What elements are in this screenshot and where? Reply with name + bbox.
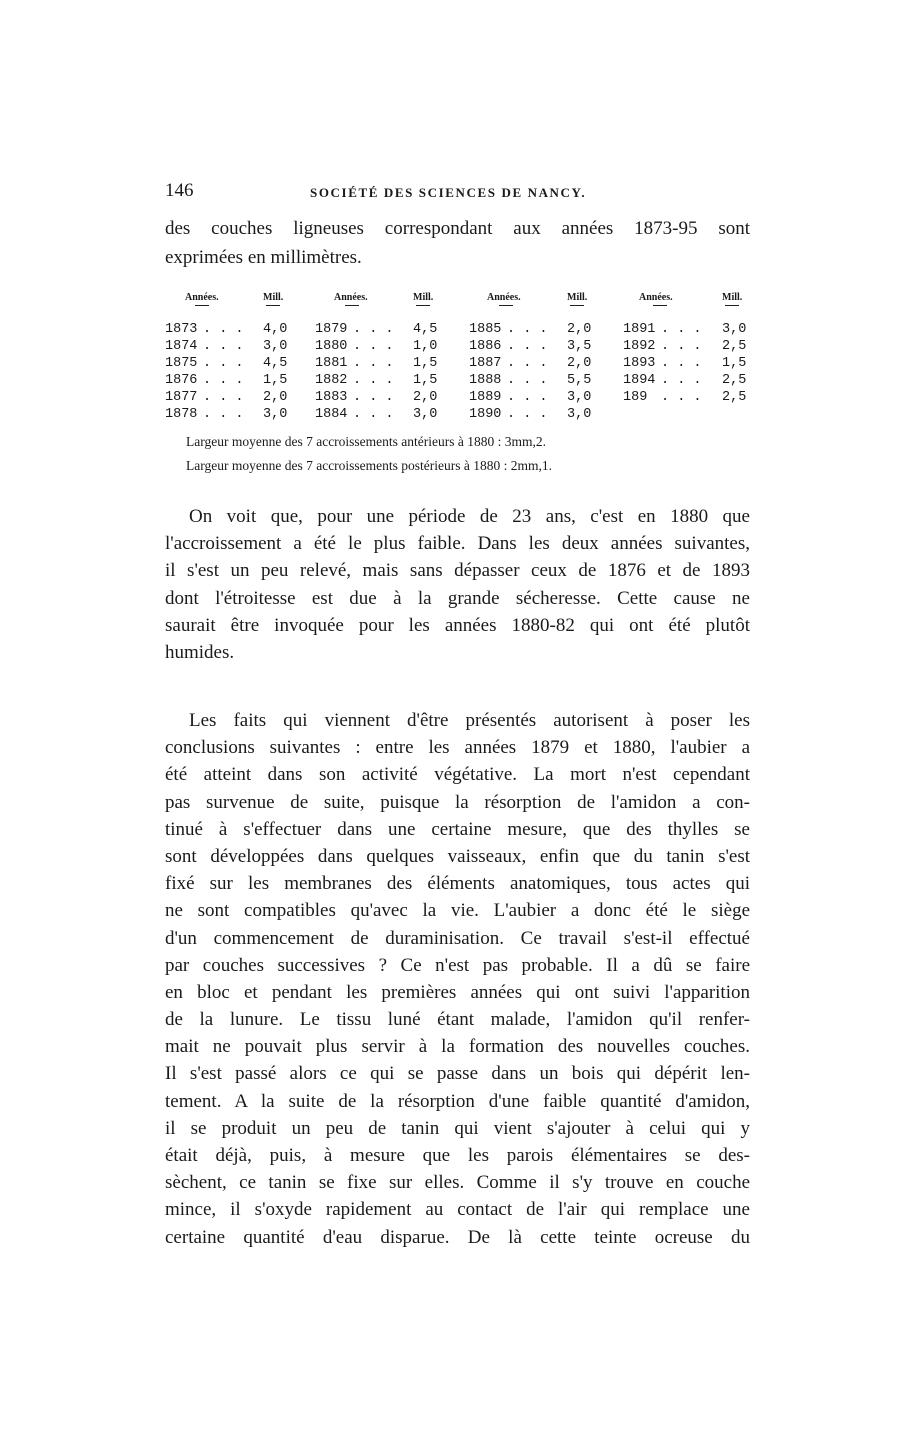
header-rule [570, 305, 584, 306]
value-cell: 1,5 [413, 356, 438, 371]
leader-dots: . . . [661, 356, 702, 371]
leader-dots: . . . [353, 407, 394, 422]
year-cell: 1879 [315, 322, 348, 337]
year-cell: 1887 [469, 356, 502, 371]
leader-dots: . . . [661, 390, 702, 405]
paragraph-2 [165, 707, 750, 1251]
value-cell: 3,0 [722, 322, 747, 337]
value-cell: 2,5 [722, 339, 747, 354]
year-cell: 1892 [623, 339, 656, 354]
value-cell: 4,5 [413, 322, 438, 337]
value-cell: 1,5 [722, 356, 747, 371]
year-cell: 1883 [315, 390, 348, 405]
value-cell: 1,5 [263, 373, 288, 388]
year-cell: 1878 [165, 407, 198, 422]
year-cell: 1889 [469, 390, 502, 405]
text-line: conclusions suivantes : entre les années 1879 et 1880, l'aubier a [165, 737, 750, 759]
leader-dots: . . . [203, 322, 244, 337]
ring-width-table [165, 292, 755, 432]
year-cell: 1874 [165, 339, 198, 354]
year-cell: 1880 [315, 339, 348, 354]
text-line: il se produit un peu de tanin qui vient s'ajouter à celui qui y [165, 1117, 750, 1139]
leader-dots: . . . [507, 390, 548, 405]
text-line: Les faits qui viennent d'être présentés autorisent à poser les [189, 710, 750, 731]
text-line: Il s'est passé alors ce qui se passe dans un bois qui dépérit len- [165, 1063, 750, 1085]
year-cell: 1891 [623, 322, 656, 337]
text-line: l'accroissement a été le plus faible. Dans les deux années suivantes, [165, 533, 750, 555]
leader-dots: . . . [507, 339, 548, 354]
header-rule [195, 305, 209, 306]
text-line: exprimées en millimètres. [165, 247, 362, 268]
column-header-years: Années. [639, 292, 673, 303]
column-header-mill: Mill. [413, 292, 434, 303]
text-line: tement. A la suite de la résorption d'une faible quantité d'amidon, [165, 1090, 750, 1112]
running-head: SOCIÉTÉ DES SCIENCES DE NANCY. [310, 185, 587, 200]
leader-dots: . . . [353, 339, 394, 354]
leader-dots: . . . [507, 407, 548, 422]
header-rule [266, 305, 280, 306]
value-cell: 3,0 [567, 407, 592, 422]
year-cell: 1876 [165, 373, 198, 388]
text-line: tinué à s'effectuer dans une certaine mesure, que des thylles se [165, 818, 750, 840]
value-cell: 2,0 [263, 390, 288, 405]
value-cell: 3,0 [263, 339, 288, 354]
table-row [165, 390, 755, 407]
value-cell: 3,0 [413, 407, 438, 422]
leader-dots: . . . [353, 322, 394, 337]
text-line: il s'est un peu relevé, mais sans dépasser ceux de 1876 et de 1893 [165, 560, 750, 582]
table-row [165, 322, 755, 339]
year-cell: 189 [623, 390, 648, 405]
intro-text [165, 214, 750, 272]
leader-dots: . . . [507, 322, 548, 337]
leader-dots: . . . [203, 356, 244, 371]
year-cell: 1885 [469, 322, 502, 337]
value-cell: 1,0 [413, 339, 438, 354]
year-cell: 1881 [315, 356, 348, 371]
value-cell: 2,5 [722, 390, 747, 405]
text-line: certaine quantité d'eau disparue. De là cette teinte ocreuse du [165, 1226, 750, 1248]
header-rule [345, 305, 359, 306]
leader-dots: . . . [507, 373, 548, 388]
column-header-mill: Mill. [567, 292, 588, 303]
leader-dots: . . . [203, 339, 244, 354]
column-header-years: Années. [487, 292, 521, 303]
text-line: mait ne pouvait plus servir à la formation des nouvelles couches. [165, 1036, 750, 1058]
value-cell: 5,5 [567, 373, 592, 388]
text-line: d'un commencement de duraminisation. Ce travail s'est-il effectué [165, 927, 750, 949]
leader-dots: . . . [661, 322, 702, 337]
average-after-1880: Largeur moyenne des 7 accroissements postérieurs à 1880 : 2mm,1. [186, 458, 553, 473]
year-cell: 1877 [165, 390, 198, 405]
leader-dots: . . . [203, 407, 244, 422]
value-cell: 4,0 [263, 322, 288, 337]
year-cell: 1875 [165, 356, 198, 371]
header-rule [653, 305, 667, 306]
text-line: ne sont compatibles qu'avec la vie. L'aubier a donc été le siège [165, 900, 750, 922]
leader-dots: . . . [507, 356, 548, 371]
text-line: On voit que, pour une période de 23 ans, c'est en 1880 que [189, 506, 750, 527]
text-line: humides. [165, 641, 235, 663]
value-cell: 3,0 [263, 407, 288, 422]
year-cell: 1873 [165, 322, 198, 337]
text-line: mince, il s'oxyde rapidement au contact de l'air qui remplace une [165, 1199, 750, 1221]
paragraph-1 [165, 503, 750, 666]
table-row [165, 407, 755, 424]
value-cell: 3,0 [567, 390, 592, 405]
year-cell: 1884 [315, 407, 348, 422]
text-line: sèchent, ce tanin se fixe sur elles. Comme il s'y trouve en couche [165, 1172, 750, 1194]
year-cell: 1888 [469, 373, 502, 388]
column-header-years: Années. [334, 292, 368, 303]
table-header [165, 292, 755, 324]
value-cell: 1,5 [413, 373, 438, 388]
value-cell: 3,5 [567, 339, 592, 354]
text-line: fixé sur les membranes des éléments anatomiques, tous actes qui [165, 873, 750, 895]
leader-dots: . . . [203, 373, 244, 388]
year-cell: 1894 [623, 373, 656, 388]
average-before-1880: Largeur moyenne des 7 accroissements antérieurs à 1880 : 3mm,2. [186, 434, 547, 449]
leader-dots: . . . [353, 373, 394, 388]
leader-dots: . . . [203, 390, 244, 405]
table-row [165, 339, 755, 356]
text-line: par couches successives ? Ce n'est pas probable. Il a dû se faire [165, 954, 750, 976]
table-row [165, 356, 755, 373]
value-cell: 2,5 [722, 373, 747, 388]
leader-dots: . . . [353, 356, 394, 371]
text-line: en bloc et pendant les premières années qui ont suivi l'apparition [165, 981, 750, 1003]
value-cell: 2,0 [413, 390, 438, 405]
page-number: 146 [165, 180, 194, 201]
column-header-mill: Mill. [722, 292, 743, 303]
value-cell: 2,0 [567, 356, 592, 371]
text-line: pas survenue de suite, puisque la résorption de l'amidon a con- [165, 791, 750, 813]
year-cell: 1890 [469, 407, 502, 422]
text-line: saurait être invoquée pour les années 1880-82 qui ont été plutôt [165, 614, 750, 636]
leader-dots: . . . [353, 390, 394, 405]
text-line: de la lunure. Le tissu luné étant malade, l'amidon qu'il renfer- [165, 1009, 750, 1031]
page-header [165, 180, 750, 204]
leader-dots: . . . [661, 339, 702, 354]
header-rule [499, 305, 513, 306]
year-cell: 1882 [315, 373, 348, 388]
text-line: été atteint dans son activité végétative. La mort n'est cependant [165, 764, 750, 786]
text-line: dont l'étroitesse est due à la grande sécheresse. Cette cause ne [165, 587, 750, 609]
leader-dots: . . . [661, 373, 702, 388]
header-rule [725, 305, 739, 306]
value-cell: 4,5 [263, 356, 288, 371]
column-header-years: Années. [185, 292, 219, 303]
text-line: sont développées dans quelques vaisseaux, enfin que du tanin s'est [165, 845, 750, 867]
text-line: des couches ligneuses correspondant aux années 1873-95 sont [165, 218, 750, 239]
year-cell: 1886 [469, 339, 502, 354]
column-header-mill: Mill. [263, 292, 284, 303]
year-cell: 1893 [623, 356, 656, 371]
text-line: était déjà, puis, à mesure que les parois élémentaires se des- [165, 1145, 750, 1166]
table-row [165, 373, 755, 390]
header-rule [416, 305, 430, 306]
value-cell: 2,0 [567, 322, 592, 337]
